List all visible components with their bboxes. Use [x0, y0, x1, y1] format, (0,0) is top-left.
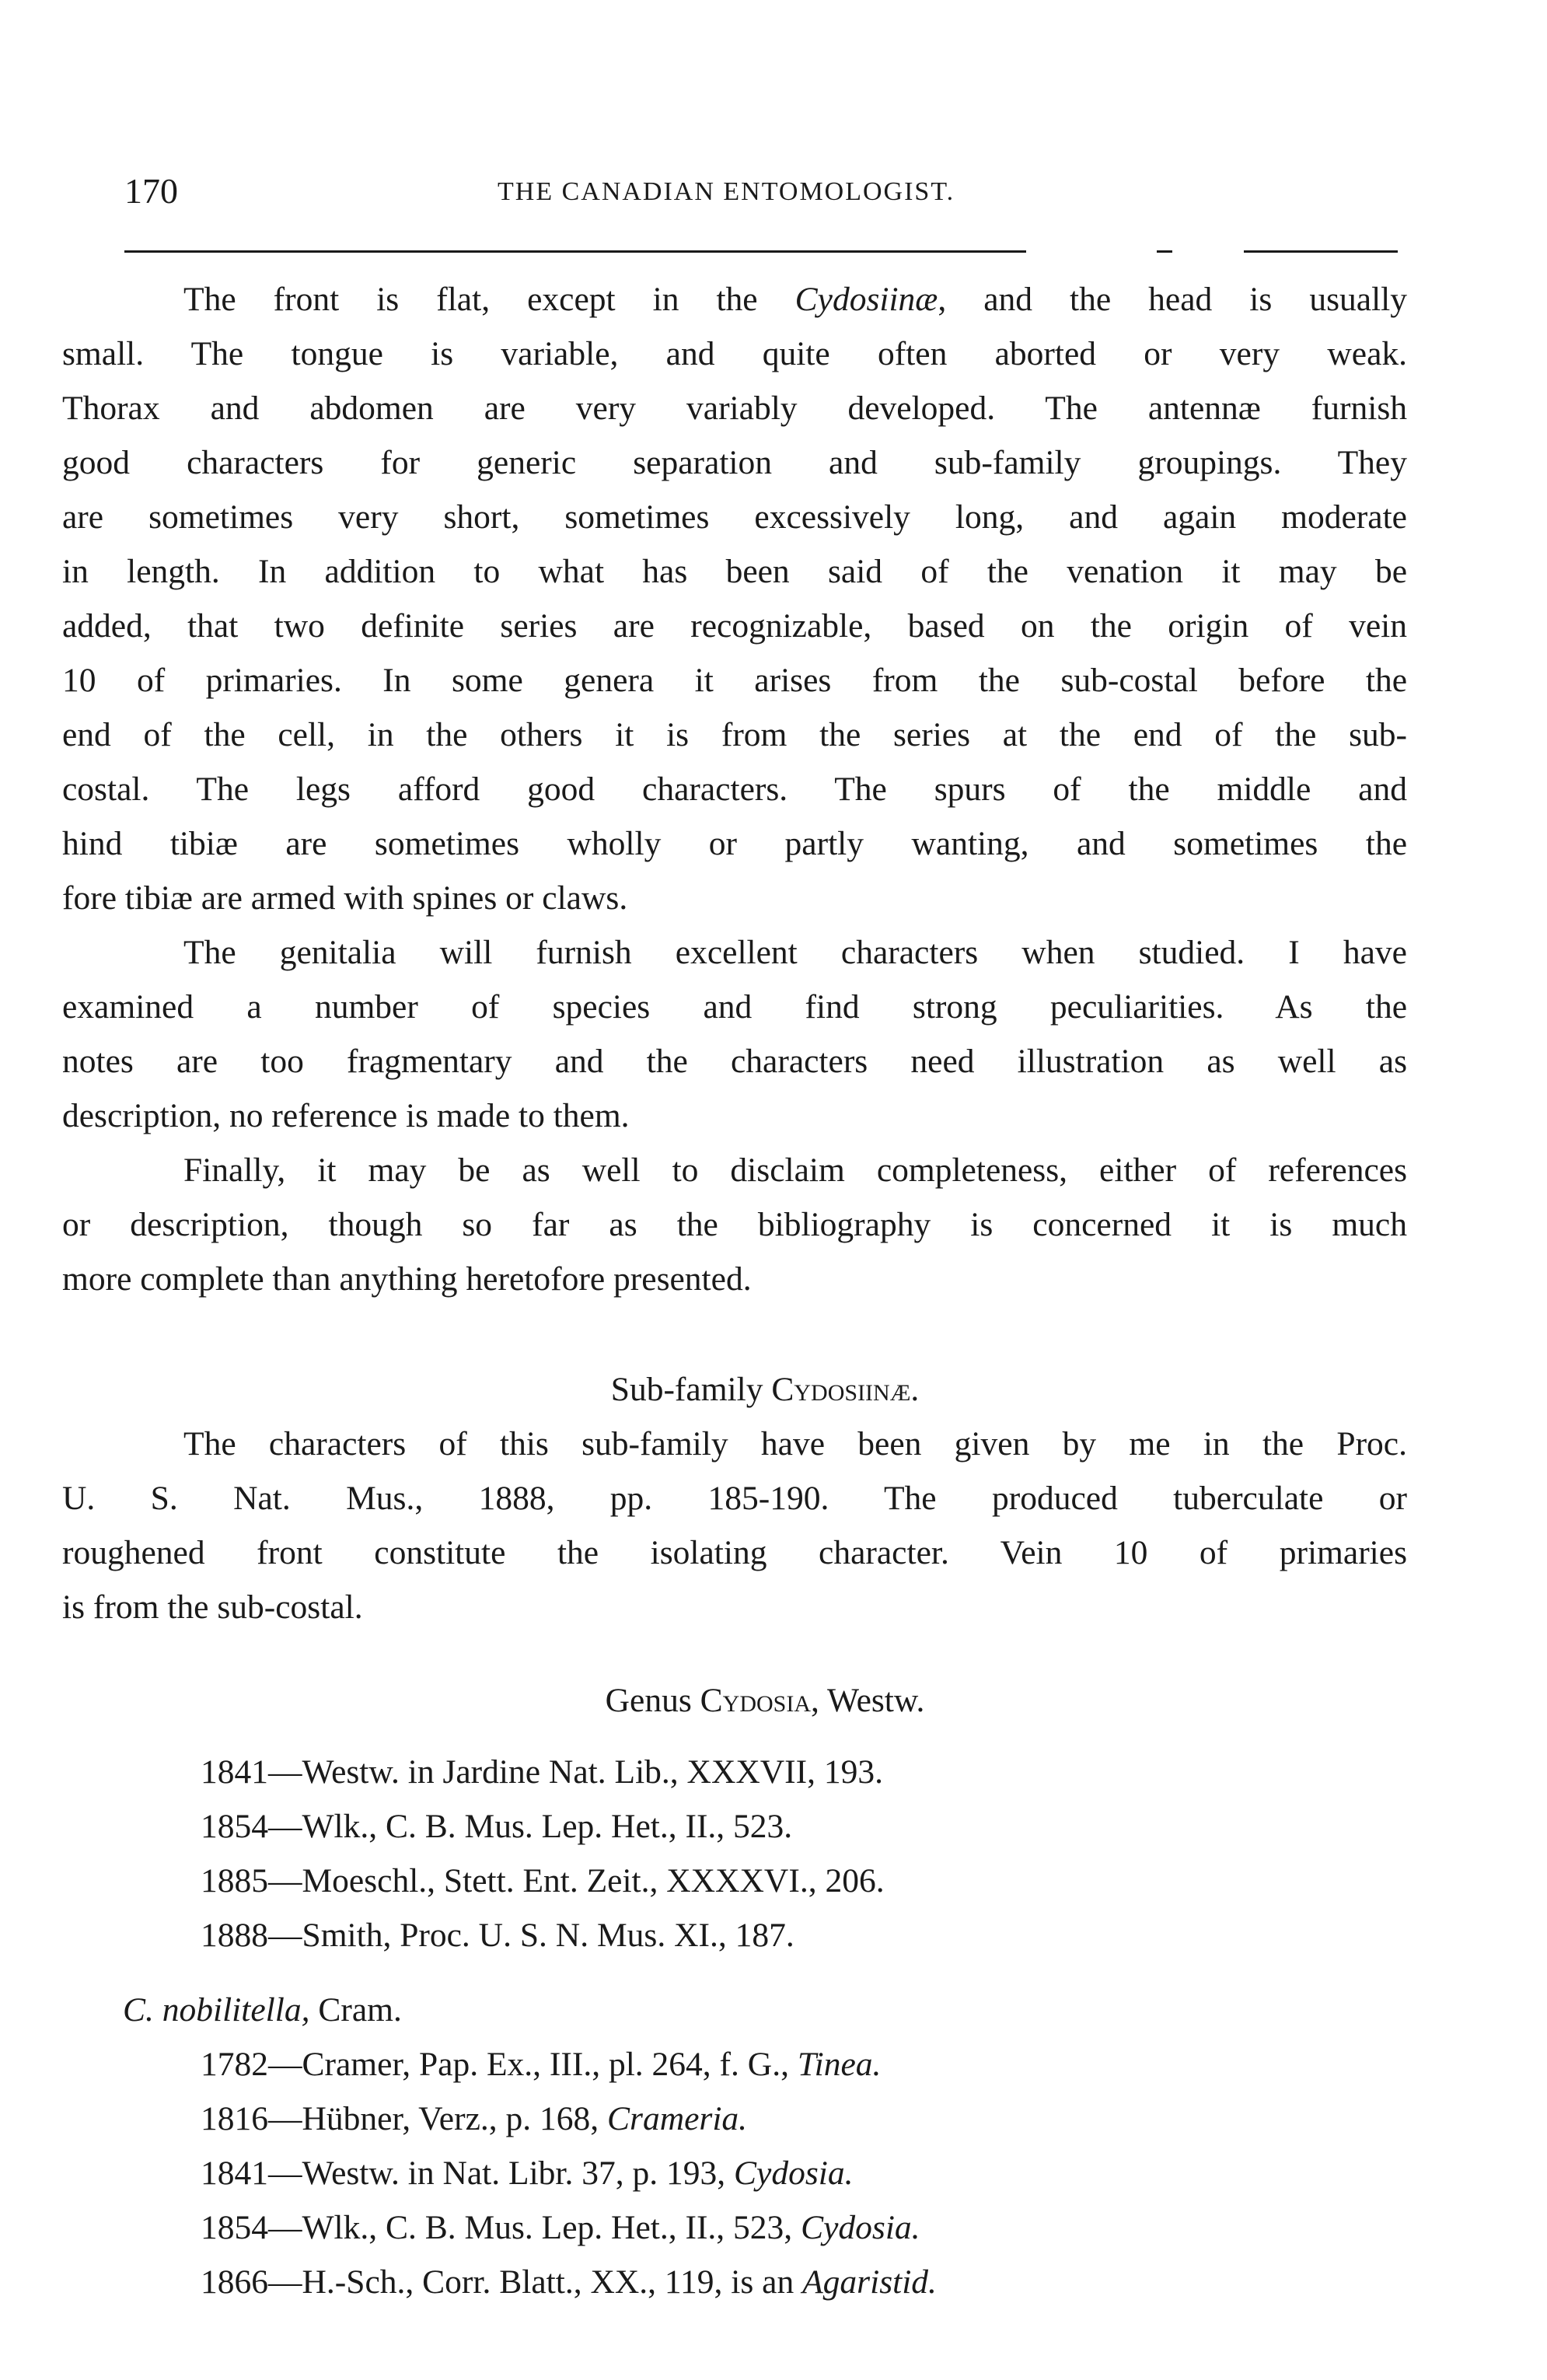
text-line: The genitalia will furnish excellent characters when studied. I have [183, 934, 1407, 971]
text-line: examined a number of species and find strong peculiarities. As the [62, 988, 1407, 1026]
genus-heading: Genus Cydosia, Westw. [605, 1682, 925, 1719]
text-line: in length. In addition to what has been said of the venation it may be [62, 553, 1407, 590]
page-header [124, 170, 1415, 216]
reference-entry: 1854—Wlk., C. B. Mus. Lep. Het., II., 523. [201, 1808, 793, 1845]
text-line: The characters of this sub-family have been given by me in the Proc. [183, 1425, 1407, 1463]
paragraph-disclaimer [62, 1143, 1407, 1306]
reference-entry: 1854—Wlk., C. B. Mus. Lep. Het., II., 523, Cydosia. [201, 2209, 920, 2246]
species-author: Cram. [318, 1991, 402, 2029]
text-line: Thorax and abdomen are very variably developed. The antennæ furnish [62, 390, 1407, 427]
header-rule [124, 250, 1026, 253]
text-line: The front is flat, except in the Cydosiinæ, and the head is usually [183, 281, 1407, 318]
reference-entry: 1841—Westw. in Nat. Libr. 37, p. 193, Cydosia. [201, 2155, 854, 2192]
reference-entry: 1782—Cramer, Pap. Ex., III., pl. 264, f. G., Tinea. [201, 2046, 882, 2083]
header-rule-fragment [1157, 250, 1172, 253]
text-line: or description, though so far as the bibliography is concerned it is much [62, 1206, 1407, 1243]
reference-entry: 1866—H.-Sch., Corr. Blatt., XX., 119, is an Agaristid. [201, 2263, 937, 2301]
text-line: small. The tongue is variable, and quite often aborted or very weak. [62, 335, 1407, 372]
text-line: description, no reference is made to them. [62, 1097, 630, 1134]
text-line: is from the sub-costal. [62, 1588, 363, 1626]
text-line: Finally, it may be as well to disclaim completeness, either of references [183, 1152, 1407, 1189]
species-reference-list [123, 2037, 1407, 2309]
text-line: U. S. Nat. Mus., 1888, pp. 185-190. The produced tuberculate or [62, 1480, 1407, 1517]
text-line: are sometimes very short, sometimes excessively long, and again moderate [62, 498, 1407, 536]
species-name: C. nobilitella, [123, 1991, 310, 2029]
page-body [62, 272, 1407, 2309]
text-line: added, that two definite series are recognizable, based on the origin of vein [62, 607, 1407, 645]
page-number: 170 [124, 171, 178, 211]
reference-entry: 1888—Smith, Proc. U. S. N. Mus. XI., 187. [201, 1917, 794, 1954]
text-line: good characters for generic separation and sub-family groupings. They [62, 444, 1407, 481]
reference-entry: 1816—Hübner, Verz., p. 168, Crameria. [201, 2100, 748, 2137]
text-line: end of the cell, in the others it is from the series at the end of the sub- [62, 716, 1407, 753]
paragraph-front-and-characters [62, 272, 1407, 925]
text-line: 10 of primaries. In some genera it arises from the sub-costal before the [62, 662, 1407, 699]
text-line: notes are too fragmentary and the characters need illustration as well as [62, 1043, 1407, 1080]
subfamily-heading: Sub-family Cydosiinæ. [610, 1371, 920, 1408]
text-line: more complete than anything heretofore presented. [62, 1260, 752, 1298]
text-line: roughened front constitute the isolating character. Vein 10 of primaries [62, 1534, 1407, 1571]
text-line: hind tibiæ are sometimes wholly or partly wanting, and sometimes the [62, 825, 1407, 862]
genus-reference-list [123, 1745, 1407, 1962]
paragraph-genitalia [62, 925, 1407, 1143]
header-rule-fragment [1244, 250, 1398, 253]
text-line: costal. The legs afford good characters. The spurs of the middle and [62, 771, 1407, 808]
species-entry [123, 1983, 1407, 2037]
running-head: THE CANADIAN ENTOMOLOGIST. [498, 177, 955, 206]
reference-entry: 1841—Westw. in Jardine Nat. Lib., XXXVII, 193. [201, 1753, 884, 1791]
reference-entry: 1885—Moeschl., Stett. Ent. Zeit., XXXXVI., 206. [201, 1862, 885, 1899]
paragraph-subfamily-characters [62, 1417, 1407, 1634]
text-line: fore tibiæ are armed with spines or claws. [62, 879, 628, 917]
